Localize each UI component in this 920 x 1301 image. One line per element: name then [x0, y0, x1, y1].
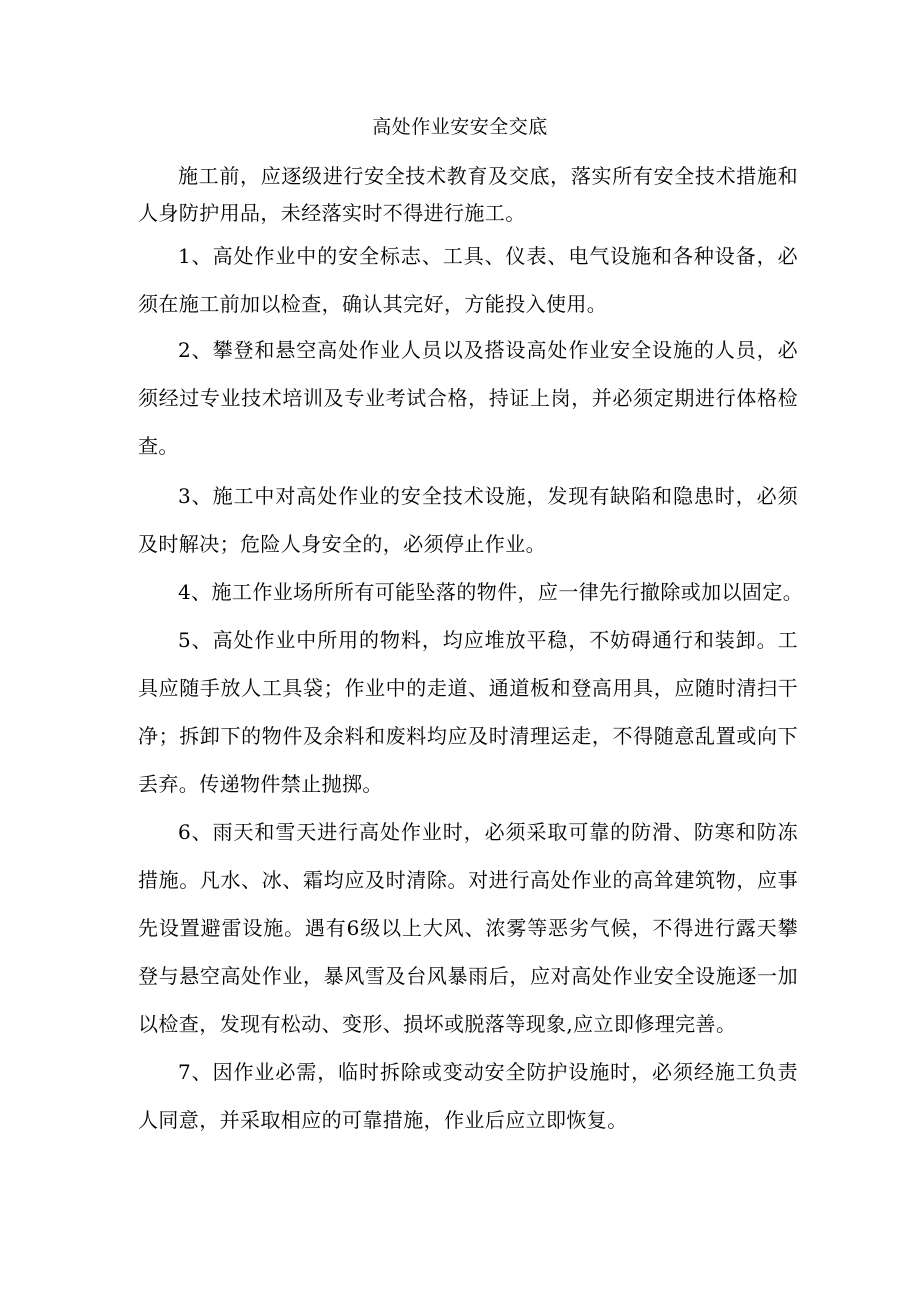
document-title: 高处作业安安全交底 [372, 116, 548, 138]
item-paragraph-7: 7、因作业必需，临时拆除或变动安全防护设施时，必须经施工负责人同意，并采取相应的可靠措施，作业后应立即恢复。 [138, 1060, 798, 1132]
item-paragraph-2: 2、攀登和悬空高处作业人员以及搭设高处作业安全设施的人员，必须经过专业技术培训及专业考试合格，持证上岗，并必须定期进行体格检查。 [138, 338, 798, 458]
item-paragraph-6: 6、雨天和雪天进行高处作业时，必须采取可靠的防滑、防寒和防冻措施。凡水、冰、霜均应及时清除。对进行高处作业的高耸建筑物，应事先设置避雷设施。遇有6级以上大风、浓雾等恶劣气候，不得进行露天攀登与悬空高处作业，暴风雪及台风暴雨后，应对高处作业安全设施逐一加以检查，发现有松动、变形、损坏或脱落等现象,应立即修理完善。 [138, 820, 798, 1036]
item-paragraph-5: 5、高处作业中所用的物料，均应堆放平稳，不妨碍通行和装卸。工具应随手放人工具袋；作业中的走道、通道板和登高用具，应随时清扫干净；拆卸下的物件及余料和废料均应及时清理运走，不得随意乱置或向下丢弃。传递物件禁止抛掷。 [138, 628, 798, 796]
item-paragraph-1: 1、高处作业中的安全标志、工具、仪表、电气设施和各种设备，必须在施工前加以检查，确认其完好，方能投入使用。 [138, 244, 798, 316]
intro-paragraph: 施工前，应逐级进行安全技术教育及交底，落实所有安全技术措施和人身防护用品，未经落实时不得进行施工。 [138, 164, 798, 225]
item-paragraph-3: 3、施工中对高处作业的安全技术设施，发现有缺陷和隐患时，必须及时解决；危险人身安全的，必须停止作业。 [138, 484, 798, 556]
item-paragraph-4: 4、施工作业场所所有可能坠落的物件，应一律先行撤除或加以固定。 [178, 580, 804, 604]
